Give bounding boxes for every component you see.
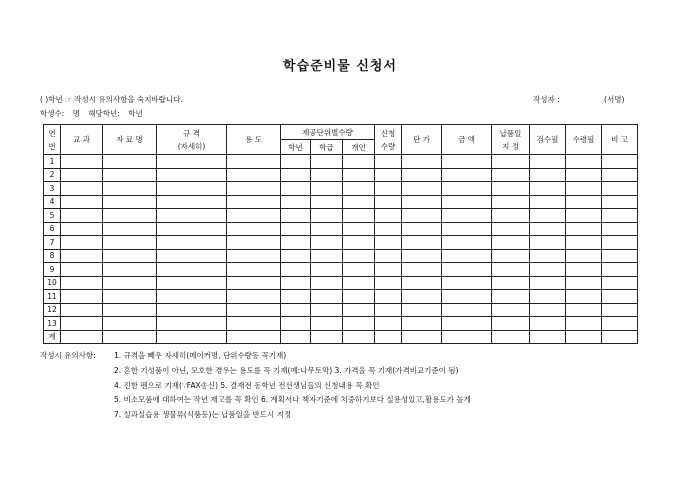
table-cell[interactable]: [343, 168, 375, 182]
table-cell[interactable]: [566, 317, 602, 331]
table-cell[interactable]: [227, 222, 281, 236]
table-cell[interactable]: [227, 182, 281, 196]
table-row: [44, 209, 638, 223]
table-cell[interactable]: [61, 330, 103, 344]
author-field: [533, 94, 624, 105]
table-cell[interactable]: [157, 249, 227, 263]
table-cell[interactable]: [442, 303, 492, 317]
form-title: 학습준비물 신청서: [283, 59, 397, 74]
grade-unit: 학년: [128, 109, 143, 118]
table-cell[interactable]: [61, 317, 103, 331]
table-cell[interactable]: [227, 155, 281, 169]
table-cell[interactable]: [442, 236, 492, 250]
table-row: [44, 290, 638, 304]
table-cell[interactable]: [61, 276, 103, 290]
table-cell[interactable]: [566, 195, 602, 209]
table-cell[interactable]: [602, 276, 638, 290]
table-row: [44, 168, 638, 182]
table-cell[interactable]: [343, 195, 375, 209]
row-number: 7: [44, 236, 61, 250]
table-cell[interactable]: [602, 330, 638, 344]
table-cell[interactable]: [492, 182, 530, 196]
table-cell[interactable]: [566, 263, 602, 277]
table-cell[interactable]: [492, 276, 530, 290]
table-cell[interactable]: [402, 263, 442, 277]
table-cell[interactable]: [402, 330, 442, 344]
table-cell[interactable]: [343, 290, 375, 304]
table-cell[interactable]: [281, 290, 311, 304]
table-cell[interactable]: [566, 182, 602, 196]
table-cell[interactable]: [311, 155, 343, 169]
table-cell[interactable]: [402, 182, 442, 196]
table-cell[interactable]: [103, 155, 157, 169]
table-cell[interactable]: [157, 276, 227, 290]
table-cell[interactable]: [343, 236, 375, 250]
table-cell[interactable]: [442, 209, 492, 223]
table-row: [44, 276, 638, 290]
table-cell[interactable]: [602, 317, 638, 331]
table-cell[interactable]: [375, 276, 402, 290]
table-cell[interactable]: [157, 263, 227, 277]
table-cell[interactable]: [492, 155, 530, 169]
table-cell[interactable]: [492, 222, 530, 236]
table-cell[interactable]: [103, 195, 157, 209]
col-delivery-header: 납품일 지 정: [492, 125, 530, 155]
col-qty-person-header: 개인: [343, 140, 375, 155]
table-cell[interactable]: [227, 290, 281, 304]
table-cell[interactable]: [157, 168, 227, 182]
table-cell[interactable]: [566, 249, 602, 263]
table-cell[interactable]: [402, 317, 442, 331]
table-cell[interactable]: [343, 249, 375, 263]
table-cell[interactable]: [311, 249, 343, 263]
students-unit: 명: [72, 109, 80, 118]
row-number: 2: [44, 168, 61, 182]
table-cell[interactable]: [442, 182, 492, 196]
table-cell[interactable]: [61, 182, 103, 196]
row-number: 6: [44, 222, 61, 236]
table-cell[interactable]: [492, 249, 530, 263]
table-cell[interactable]: [530, 330, 566, 344]
table-cell[interactable]: [311, 263, 343, 277]
table-cell[interactable]: [227, 168, 281, 182]
table-cell[interactable]: [157, 209, 227, 223]
table-cell[interactable]: [311, 195, 343, 209]
table-cell[interactable]: [103, 263, 157, 277]
table-cell[interactable]: [402, 249, 442, 263]
table-cell[interactable]: [375, 317, 402, 331]
table-cell[interactable]: [530, 263, 566, 277]
table-row: [44, 222, 638, 236]
table-cell[interactable]: [157, 182, 227, 196]
table-cell[interactable]: [402, 222, 442, 236]
table-cell[interactable]: [103, 168, 157, 182]
table-cell[interactable]: [492, 330, 530, 344]
col-unit-price-header: 단 가: [402, 125, 442, 155]
col-amount-header: 금 액: [442, 125, 492, 155]
row-number: 12: [44, 303, 61, 317]
table-cell[interactable]: [566, 155, 602, 169]
table-cell[interactable]: [530, 317, 566, 331]
table-cell[interactable]: [311, 317, 343, 331]
table-cell[interactable]: [602, 168, 638, 182]
table-cell[interactable]: [103, 236, 157, 250]
table-cell[interactable]: [103, 330, 157, 344]
total-row: [44, 330, 638, 344]
table-cell[interactable]: [103, 182, 157, 196]
row-number: 9: [44, 263, 61, 277]
table-cell[interactable]: [311, 168, 343, 182]
col-item-header: 자 료 명: [103, 125, 157, 155]
table-cell[interactable]: [281, 303, 311, 317]
table-cell[interactable]: [343, 276, 375, 290]
table-cell[interactable]: [602, 195, 638, 209]
table-cell[interactable]: [227, 317, 281, 331]
note-item: 4. 진한 펜으로 기재(∵FAX송신) 5. 결재전 동학년 전선생님들의 신청내용 꼭 확인: [114, 380, 380, 390]
col-inspector-header: 검수필: [530, 125, 566, 155]
col-spec-header: 규 격 (자세히): [157, 125, 227, 155]
table-cell[interactable]: [157, 303, 227, 317]
table-cell[interactable]: [530, 222, 566, 236]
row-number: 4: [44, 195, 61, 209]
table-cell[interactable]: [566, 222, 602, 236]
row-number: 8: [44, 249, 61, 263]
table-cell[interactable]: [375, 195, 402, 209]
table-cell[interactable]: [602, 182, 638, 196]
table-cell[interactable]: [530, 290, 566, 304]
table-cell[interactable]: [530, 182, 566, 196]
table-cell[interactable]: [61, 236, 103, 250]
table-cell[interactable]: [402, 195, 442, 209]
table-cell[interactable]: [492, 209, 530, 223]
table-cell[interactable]: [61, 263, 103, 277]
table-cell[interactable]: [442, 330, 492, 344]
table-cell[interactable]: [530, 303, 566, 317]
table-cell[interactable]: [602, 249, 638, 263]
table-row: [44, 317, 638, 331]
table-cell[interactable]: [343, 317, 375, 331]
table-cell[interactable]: [311, 209, 343, 223]
col-receiver-header: 수령필: [566, 125, 602, 155]
table-cell[interactable]: [281, 168, 311, 182]
table-cell[interactable]: [442, 168, 492, 182]
table-cell[interactable]: [375, 330, 402, 344]
table-cell[interactable]: [281, 263, 311, 277]
col-request-header: 신청 수량: [375, 125, 402, 155]
table-cell[interactable]: [566, 290, 602, 304]
table-cell[interactable]: [566, 236, 602, 250]
table-cell[interactable]: [343, 263, 375, 277]
table-cell[interactable]: [375, 168, 402, 182]
row-number: 13: [44, 317, 61, 331]
table-cell[interactable]: [375, 263, 402, 277]
table-cell[interactable]: [492, 263, 530, 277]
table-cell[interactable]: [227, 330, 281, 344]
table-cell[interactable]: [442, 222, 492, 236]
table-cell[interactable]: [157, 330, 227, 344]
table-cell[interactable]: [227, 209, 281, 223]
col-qty-grade-header: 학년: [281, 140, 311, 155]
table-cell[interactable]: [530, 168, 566, 182]
table-cell[interactable]: [442, 249, 492, 263]
table-cell[interactable]: [402, 236, 442, 250]
table-cell[interactable]: [442, 195, 492, 209]
table-cell[interactable]: [61, 222, 103, 236]
table-cell[interactable]: [402, 276, 442, 290]
table-cell[interactable]: [157, 195, 227, 209]
table-cell[interactable]: [343, 222, 375, 236]
table-cell[interactable]: [442, 155, 492, 169]
table-cell[interactable]: [311, 276, 343, 290]
note-item: 5. 비소모품에 대하여는 작년 재고를 꼭 확인 6. 계획서나 책자기준에 치중하기보다 실용성있고,활용도가 높게: [114, 395, 471, 405]
table-cell[interactable]: [375, 290, 402, 304]
row-number: 계: [44, 330, 61, 344]
table-cell[interactable]: [402, 303, 442, 317]
table-cell[interactable]: [343, 303, 375, 317]
grade-instruction: ( )학년 ☞ 작성시 유의사항을 숙지바랍니다.: [40, 95, 183, 104]
grade-label: 해당학년:: [88, 109, 120, 118]
table-cell[interactable]: [402, 155, 442, 169]
table-cell[interactable]: [281, 209, 311, 223]
table-cell[interactable]: [281, 236, 311, 250]
table-cell[interactable]: [602, 209, 638, 223]
table-cell[interactable]: [281, 330, 311, 344]
author-signature: (서명): [604, 95, 625, 104]
table-cell[interactable]: [375, 249, 402, 263]
table-cell[interactable]: [311, 303, 343, 317]
table-cell[interactable]: [375, 209, 402, 223]
table-row: [44, 263, 638, 277]
note-item: 1. 규격을 빼우 자세히(메이커명, 단위수량등 꼭기재): [114, 351, 287, 360]
table-cell[interactable]: [602, 222, 638, 236]
table-cell[interactable]: [602, 263, 638, 277]
table-cell[interactable]: [530, 236, 566, 250]
table-cell[interactable]: [602, 236, 638, 250]
table-cell[interactable]: [227, 236, 281, 250]
table-row: [44, 303, 638, 317]
table-cell[interactable]: [442, 263, 492, 277]
table-cell[interactable]: [61, 303, 103, 317]
table-row: [44, 249, 638, 263]
table-cell[interactable]: [402, 209, 442, 223]
row-number: 10: [44, 276, 61, 290]
table-cell[interactable]: [492, 317, 530, 331]
table-cell[interactable]: [227, 195, 281, 209]
table-cell[interactable]: [281, 222, 311, 236]
table-cell[interactable]: [227, 249, 281, 263]
table-cell[interactable]: [227, 303, 281, 317]
table-cell[interactable]: [281, 249, 311, 263]
col-no-header: 연 번: [44, 125, 61, 155]
table-cell[interactable]: [492, 290, 530, 304]
table-row: [44, 155, 638, 169]
table-cell[interactable]: [61, 209, 103, 223]
table-cell[interactable]: [157, 236, 227, 250]
table-cell[interactable]: [157, 155, 227, 169]
table-cell[interactable]: [227, 263, 281, 277]
table-cell[interactable]: [602, 155, 638, 169]
note-item: 7. 실과실습용 생물류(식품등)는 납품일을 반드시 지정: [114, 410, 292, 420]
table-cell[interactable]: [61, 168, 103, 182]
table-cell[interactable]: [375, 182, 402, 196]
row-number: 1: [44, 155, 61, 169]
table-cell[interactable]: [311, 330, 343, 344]
row-number: 5: [44, 209, 61, 223]
table-cell[interactable]: [530, 195, 566, 209]
table-cell[interactable]: [61, 155, 103, 169]
students-grade-line: [40, 108, 149, 119]
table-cell[interactable]: [402, 168, 442, 182]
table-cell[interactable]: [103, 209, 157, 223]
table-cell[interactable]: [566, 303, 602, 317]
table-row: [44, 195, 638, 209]
table-cell[interactable]: [566, 276, 602, 290]
table-cell[interactable]: [103, 222, 157, 236]
table-cell[interactable]: [375, 155, 402, 169]
table-cell[interactable]: [281, 317, 311, 331]
table-cell[interactable]: [442, 276, 492, 290]
table-cell[interactable]: [492, 236, 530, 250]
table-cell[interactable]: [530, 209, 566, 223]
table-cell[interactable]: [103, 249, 157, 263]
author-label: 작성자 :: [533, 95, 560, 104]
table-cell[interactable]: [492, 303, 530, 317]
table-cell[interactable]: [442, 317, 492, 331]
table-cell[interactable]: [530, 155, 566, 169]
table-cell[interactable]: [492, 195, 530, 209]
table-cell[interactable]: [61, 195, 103, 209]
col-remarks-header: 비 고: [602, 125, 638, 155]
table-cell[interactable]: [157, 290, 227, 304]
col-qty-group-header: 제공단위별수량: [281, 125, 375, 140]
col-qty-class-header: 학급: [311, 140, 343, 155]
table-cell[interactable]: [402, 290, 442, 304]
table-cell[interactable]: [227, 276, 281, 290]
table-cell[interactable]: [103, 303, 157, 317]
table-cell[interactable]: [566, 330, 602, 344]
table-row: [44, 182, 638, 196]
table-cell[interactable]: [375, 236, 402, 250]
table-cell[interactable]: [281, 276, 311, 290]
table-cell[interactable]: [530, 249, 566, 263]
note-item: 2. 흔한 기성품이 아닌, 모호한 경우는 용도를 꼭 기재(예:나무토막) 3. 가격을 꼭 기재(가격비교기준이 됨): [114, 365, 459, 375]
table-row: [44, 236, 638, 250]
table-cell[interactable]: [492, 168, 530, 182]
table-cell[interactable]: [343, 182, 375, 196]
table-cell[interactable]: [602, 290, 638, 304]
table-cell[interactable]: [311, 182, 343, 196]
table-cell[interactable]: [61, 290, 103, 304]
table-cell[interactable]: [103, 290, 157, 304]
table-cell[interactable]: [530, 276, 566, 290]
notes-section: [40, 349, 471, 423]
notes-lead: 작성시 유의사항:: [40, 351, 96, 360]
table-cell[interactable]: [311, 290, 343, 304]
col-use-header: 용 도: [227, 125, 281, 155]
table-cell[interactable]: [566, 209, 602, 223]
table-cell[interactable]: [566, 168, 602, 182]
table-cell[interactable]: [343, 330, 375, 344]
table-cell[interactable]: [103, 317, 157, 331]
table-cell[interactable]: [61, 249, 103, 263]
table-cell[interactable]: [343, 155, 375, 169]
table-cell[interactable]: [343, 209, 375, 223]
students-label: 학생수:: [40, 109, 65, 118]
row-number: 11: [44, 290, 61, 304]
table-cell[interactable]: [311, 236, 343, 250]
table-cell[interactable]: [157, 222, 227, 236]
table-cell[interactable]: [281, 155, 311, 169]
table-cell[interactable]: [281, 182, 311, 196]
table-cell[interactable]: [281, 195, 311, 209]
row-number: 3: [44, 182, 61, 196]
col-subject-header: 교 과: [61, 125, 103, 155]
table-cell[interactable]: [157, 317, 227, 331]
table-cell[interactable]: [375, 303, 402, 317]
table-cell[interactable]: [103, 276, 157, 290]
table-cell[interactable]: [602, 303, 638, 317]
table-cell[interactable]: [311, 222, 343, 236]
request-table: [43, 124, 638, 344]
table-cell[interactable]: [442, 290, 492, 304]
table-cell[interactable]: [375, 222, 402, 236]
